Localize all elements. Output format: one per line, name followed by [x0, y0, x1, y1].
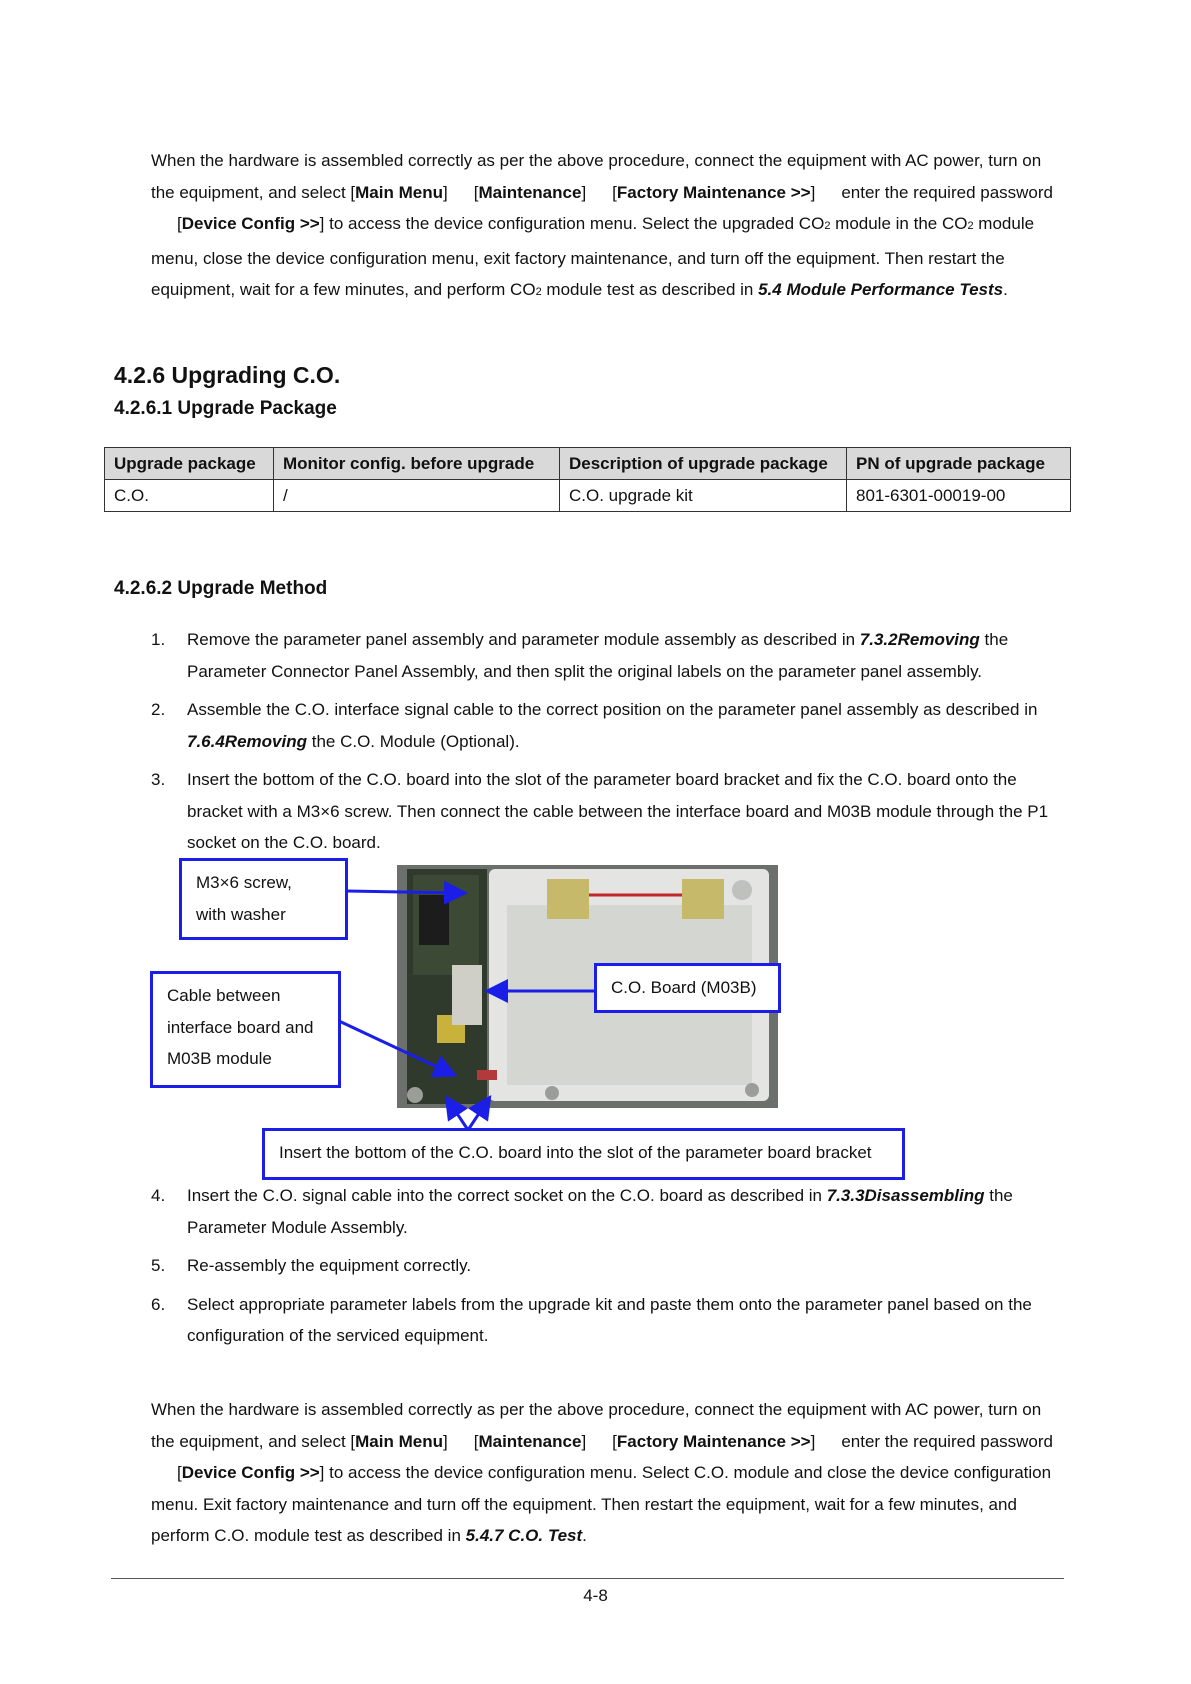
text: enter the required password — [841, 182, 1054, 202]
text: . — [582, 1526, 587, 1545]
step-number: 4. — [151, 1186, 166, 1205]
step-number: 2. — [151, 700, 166, 719]
text: ] — [442, 182, 448, 202]
menu-ref-main-menu: Main Menu — [355, 182, 443, 202]
list-item — [151, 1250, 1066, 1282]
list-item — [151, 1180, 1066, 1243]
text: [ — [177, 1463, 182, 1482]
subscript: 2 — [535, 286, 542, 298]
callout-text: M03B module — [167, 1049, 272, 1068]
text: [ — [177, 214, 182, 233]
menu-ref-factory-maintenance: Factory Maintenance >> — [616, 182, 811, 202]
table-row — [105, 480, 1071, 512]
step-number: 1. — [151, 630, 166, 649]
cross-reference: 7.3.3Disassembling — [826, 1186, 985, 1205]
menu-ref-maintenance: Maintenance — [478, 182, 582, 202]
step-number: 5. — [151, 1256, 166, 1275]
callout-text: M3×6 screw, — [196, 873, 292, 892]
callout-screw — [179, 858, 348, 940]
step-text — [187, 624, 1066, 687]
cross-reference: 5.4.7 C.O. Test — [465, 1526, 583, 1545]
table-header: Description of upgrade package — [560, 448, 847, 480]
text: Insert the C.O. signal cable into the correct socket on the C.O. board as described in — [187, 1186, 827, 1205]
steps-list-a — [151, 624, 1066, 866]
table-header: PN of upgrade package — [847, 448, 1071, 480]
cross-reference: 7.6.4Removing — [187, 731, 307, 751]
menu-ref-maintenance: Maintenance — [478, 1431, 582, 1451]
menu-ref-device-config: Device Config >> — [181, 214, 320, 233]
list-item — [151, 694, 1066, 757]
text: When the hardware is assembled correctly as per the above procedure, connect the equipment with AC power, turn on the equipment, and select [ — [151, 1400, 1042, 1451]
table-header: Monitor config. before upgrade — [274, 448, 560, 480]
text: [ — [473, 182, 479, 202]
text: the Parameter Connector Panel Assembly, and then split the original labels on the parameter panel assembly. — [187, 630, 1009, 681]
footer-divider — [111, 1578, 1064, 1579]
cross-reference: 7.3.2Removing — [859, 630, 980, 649]
callout-board — [594, 963, 781, 1013]
cross-reference: 5.4 Module Performance Tests — [758, 280, 1004, 299]
step-text: Re-assembly the equipment correctly. — [187, 1256, 472, 1275]
section-title: 4.2.6 Upgrading C.O. — [114, 362, 341, 388]
subscript: 2 — [967, 220, 974, 232]
table-cell: 801-6301-00019-00 — [847, 480, 1071, 512]
table-cell: C.O. — [105, 480, 274, 512]
upgrade-package-table — [104, 447, 1071, 512]
list-item — [151, 624, 1066, 687]
text: ] — [810, 182, 816, 202]
text: module menu, close the device configuration menu, exit factory maintenance, and turn off the equipment. Then restart the equipment, wait for a few minutes, and perform CO — [151, 214, 1035, 299]
callout-text: interface board and — [167, 1017, 314, 1037]
page-number: 4-8 — [583, 1586, 608, 1605]
callout-insert — [262, 1128, 905, 1180]
step-text — [187, 694, 1066, 757]
callout-text: Cable between — [167, 986, 281, 1005]
menu-ref-device-config: Device Config >> — [181, 1463, 320, 1482]
text: module test as described in — [541, 280, 759, 299]
callout-cable — [150, 971, 341, 1088]
table-header-row — [105, 448, 1071, 480]
table-cell: / — [274, 480, 560, 512]
text: ] to access the device configuration menu. Select C.O. module and close the device configuration menu. Exit factory maintenance and turn off the equipment. Then restart the equipment, wait for a few minutes, and perform C.O. module test as described in — [151, 1463, 1052, 1545]
callout-text: with washer — [196, 904, 286, 924]
steps-list-b — [151, 1180, 1066, 1359]
text: Remove the parameter panel assembly and parameter module assembly as described in — [187, 630, 860, 649]
table-header: Upgrade package — [105, 448, 274, 480]
text: ] — [810, 1431, 816, 1451]
menu-ref-main-menu: Main Menu — [355, 1431, 443, 1451]
intro-paragraph — [151, 145, 1061, 309]
subsection-title-package: 4.2.6.1 Upgrade Package — [114, 398, 337, 419]
list-item — [151, 764, 1066, 859]
text: the C.O. Module (Optional). — [307, 731, 520, 751]
text: [ — [612, 182, 617, 202]
text: ] — [581, 1431, 587, 1451]
text: Assemble the C.O. interface signal cable to the correct position on the parameter panel assembly as described in — [187, 700, 1038, 719]
step-text: Select appropriate parameter labels from the upgrade kit and paste them onto the parameter panel based on the configuration of the serviced equipment. — [187, 1294, 1032, 1345]
text: [ — [612, 1431, 617, 1451]
text: When the hardware is assembled correctly as per the above procedure, connect the equipment with AC power, turn on the equipment, and select [ — [151, 151, 1042, 202]
callout-text: Insert the bottom of the C.O. board into the slot of the parameter board bracket — [279, 1143, 872, 1162]
text: module in the CO — [830, 214, 968, 233]
step-text: Insert the bottom of the C.O. board into the slot of the parameter board bracket and fix the C.O. board onto the bracket with a M3×6 screw. Then connect the cable between the interface board and M03B module through the P1 socket on the C.O. board. — [187, 770, 1049, 852]
step-number: 3. — [151, 770, 166, 789]
text: enter the required password — [841, 1431, 1054, 1451]
menu-ref-factory-maintenance: Factory Maintenance >> — [616, 1431, 811, 1451]
step-text — [187, 1180, 1066, 1243]
text: ] — [442, 1431, 448, 1451]
table-cell: C.O. upgrade kit — [560, 480, 847, 512]
subsection-title-method: 4.2.6.2 Upgrade Method — [114, 578, 328, 599]
list-item — [151, 1289, 1066, 1352]
text: the Parameter Module Assembly. — [187, 1186, 1013, 1237]
text: [ — [473, 1431, 479, 1451]
step-number: 6. — [151, 1294, 166, 1314]
callout-text: C.O. Board (M03B) — [611, 978, 757, 997]
text: ] — [581, 182, 587, 202]
text: . — [1003, 280, 1008, 299]
text: ] to access the device configuration menu. Select the upgraded CO — [319, 214, 825, 233]
board-installation-figure — [150, 858, 910, 1188]
subscript: 2 — [824, 220, 831, 232]
outro-paragraph — [151, 1394, 1061, 1552]
